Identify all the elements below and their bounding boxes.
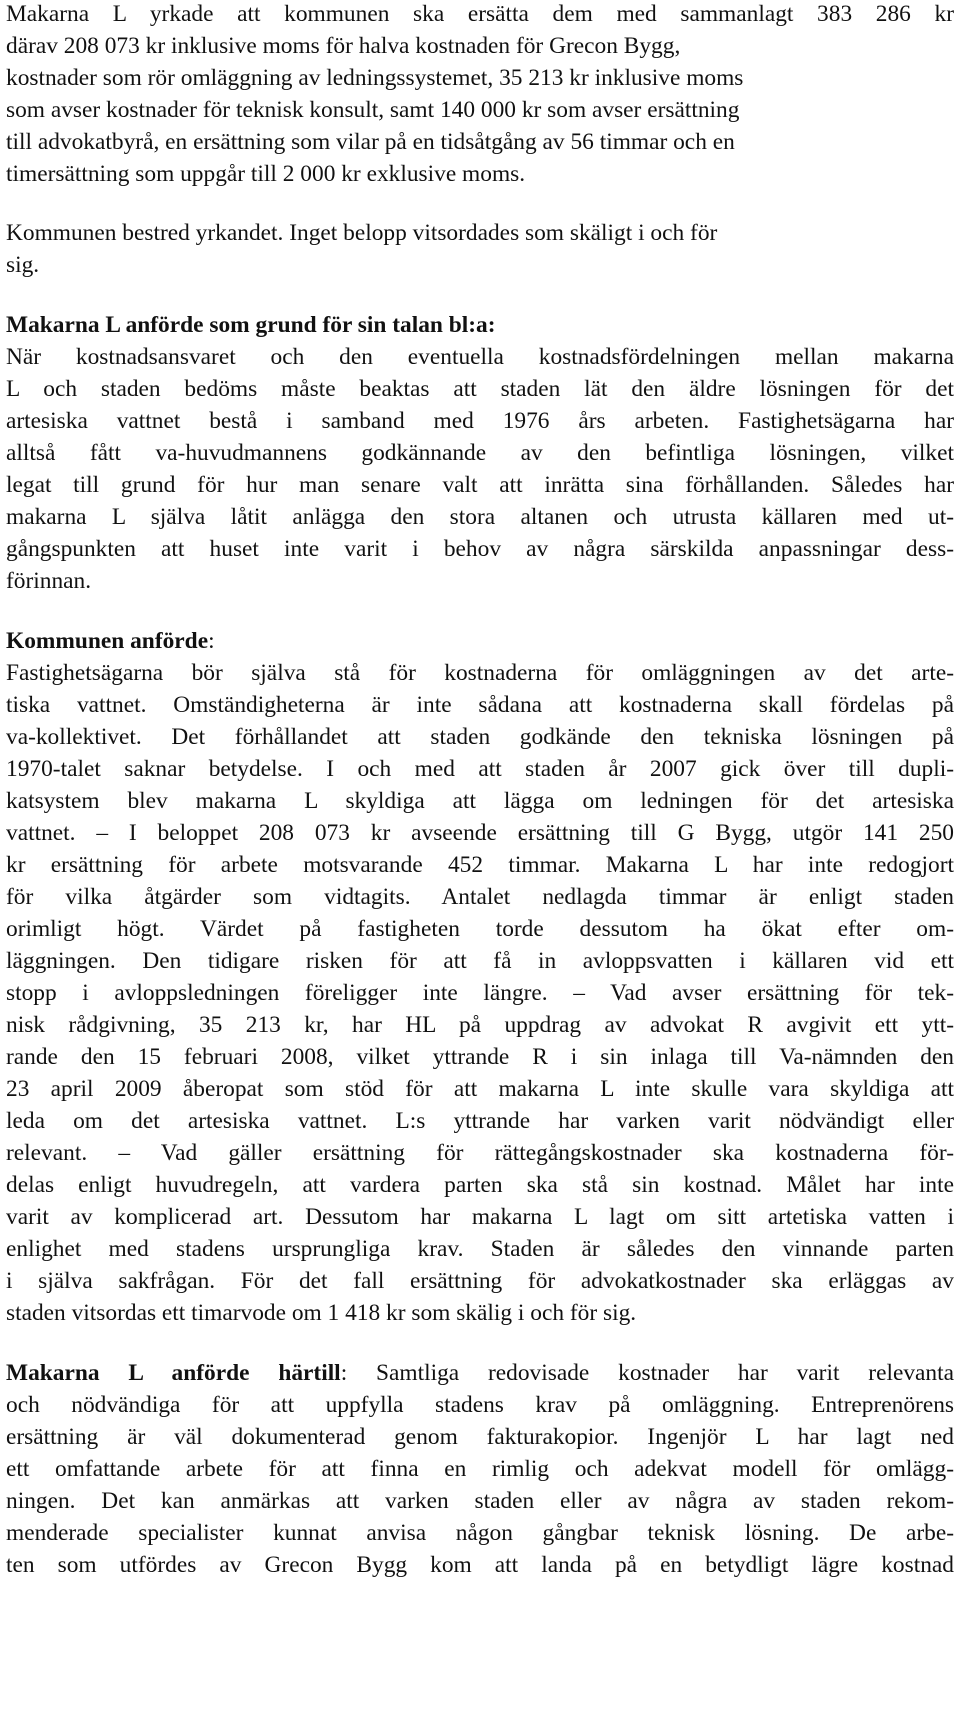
text-line: vattnet. – I beloppet 208 073 kr avseende ersättning till G Bygg, utgör 141 250 — [6, 820, 954, 846]
text-line: ett omfattande arbete för att finna en rimlig och adekvat modell för omlägg- — [6, 1456, 954, 1482]
text-line: läggningen. Den tidigare risken för att få in avloppsvatten i källaren vid ett — [6, 948, 954, 974]
text-line: makarna L själva låtit anlägga den stora altanen och utrusta källaren med ut- — [6, 504, 954, 530]
text-line: kostnader som rör omläggning av ledningssystemet, 35 213 kr inklusive moms — [6, 65, 744, 91]
text-line: 23 april 2009 åberopat som stöd för att makarna L inte skulle vara skyldiga att — [6, 1076, 954, 1102]
text-line: L och staden bedöms måste beaktas att staden lät den äldre lösningen för det — [6, 376, 954, 402]
text-line: katsystem blev makarna L skyldiga att lägga om ledningen för det artesiska — [6, 788, 954, 814]
text-line: för vilka åtgärder som vidtagits. Antalet nedlagda timmar är enligt staden — [6, 884, 954, 910]
text-line: staden vitsordas ett timarvode om 1 418 kr som skälig i och för sig. — [6, 1300, 637, 1326]
text-line: legat till grund för hur man senare valt att inrätta sina förhållanden. Således har — [6, 472, 954, 498]
text-line: kr ersättning för arbete motsvarande 452 timmar. Makarna L har inte redogjort — [6, 852, 954, 878]
text-line: va-kollektivet. Det förhållandet att staden godkände den tekniska lösningen på — [6, 724, 954, 750]
text-line: Kommunen bestred yrkandet. Inget belopp vitsordades som skäligt i och för — [6, 220, 718, 246]
section-heading — [6, 625, 215, 657]
text-line: ningen. Det kan anmärkas att varken staden eller av några av staden rekom- — [6, 1488, 954, 1514]
text-line: relevant. – Vad gäller ersättning för rättegångskostnader ska kostnaderna för- — [6, 1140, 954, 1166]
text-line: alltså fått va-huvudmannens godkännande av den befintliga lösningen, vilket — [6, 440, 954, 466]
text-line: timersättning som uppgår till 2 000 kr exklusive moms. — [6, 161, 526, 187]
text-line: leda om det artesiska vattnet. L:s yttrande har varken varit nödvändigt eller — [6, 1108, 954, 1134]
text-line: När kostnadsansvaret och den eventuella kostnadsfördelningen mellan makarna — [6, 344, 954, 370]
text-line: ersättning är väl dokumenterad genom fakturakopior. Ingenjör L har lagt ned — [6, 1424, 954, 1450]
text-line: sig. — [6, 252, 40, 278]
text-line: Fastighetsägarna bör själva stå för kostnaderna för omläggningen av det arte- — [6, 660, 954, 686]
heading-bold: Makarna L anförde som grund för sin talan bl:a: — [6, 312, 496, 338]
section-heading — [6, 309, 496, 341]
text-line: delas enligt huvudregeln, att vardera parten ska stå sin kostnad. Målet har inte — [6, 1172, 954, 1198]
text-line: därav 208 073 kr inklusive moms för halva kostnaden för Grecon Bygg, — [6, 33, 681, 59]
text-line: 1970-talet saknar betydelse. I och med att staden år 2007 gick över till dupli- — [6, 756, 954, 782]
heading-rest: : Samtliga redovisade kostnader har varit relevanta — [340, 1360, 954, 1386]
text-line: menderade specialister kunnat anvisa någon gångbar teknisk lösning. De arbe- — [6, 1520, 954, 1546]
text-line: i själva sakfrågan. För det fall ersättning för advokatkostnader ska erläggas av — [6, 1268, 954, 1294]
text-line: orimligt högt. Värdet på fastigheten torde dessutom ha ökat efter om- — [6, 916, 954, 942]
text-line: ten som utfördes av Grecon Bygg kom att landa på en betydligt lägre kostnad — [6, 1552, 954, 1578]
text-line: förinnan. — [6, 568, 92, 594]
heading-bold: Makarna L anförde härtill — [6, 1360, 341, 1386]
section-heading — [6, 1357, 954, 1389]
text-line: enlighet med stadens ursprungliga krav. Staden är således den vinnande parten — [6, 1236, 954, 1262]
text-line: artesiska vattnet bestå i samband med 1976 års arbeten. Fastighetsägarna har — [6, 408, 954, 434]
text-line: och nödvändiga för att uppfylla stadens krav på omläggning. Entreprenörens — [6, 1392, 954, 1418]
text-line: varit av komplicerad art. Dessutom har makarna L lagt om sitt artetiska vatten i — [6, 1204, 954, 1230]
text-line: stopp i avloppsledningen föreligger inte längre. – Vad avser ersättning för tek- — [6, 980, 954, 1006]
heading-bold: Kommunen anförde — [6, 628, 209, 654]
text-line: rande den 15 februari 2008, vilket yttrande R i sin inlaga till Va-nämnden den — [6, 1044, 954, 1070]
text-line: gångspunkten att huset inte varit i behov av några särskilda anpassningar dess- — [6, 536, 954, 562]
text-line: som avser kostnader för teknisk konsult, samt 140 000 kr som avser ersättning — [6, 97, 740, 123]
text-line: nisk rådgivning, 35 213 kr, har HL på uppdrag av advokat R avgivit ett ytt- — [6, 1012, 954, 1038]
text-line: till advokatbyrå, en ersättning som vilar på en tidsåtgång av 56 timmar och en — [6, 129, 735, 155]
text-line: tiska vattnet. Omständigheterna är inte sådana att kostnaderna skall fördelas på — [6, 692, 954, 718]
heading-rest: : — [208, 628, 215, 654]
text-line: Makarna L yrkade att kommunen ska ersätta dem med sammanlagt 383 286 kr — [6, 1, 954, 27]
